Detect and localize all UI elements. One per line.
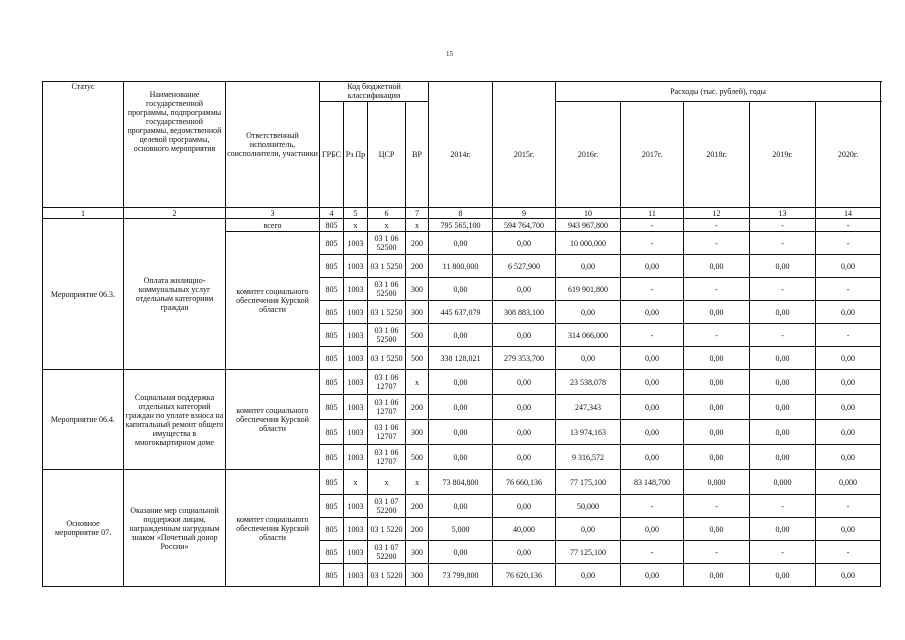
header-csr: ЦСР (368, 102, 406, 208)
cell-expense: 0,00 (493, 495, 556, 518)
cell-csr: 03 1 06 12707 (368, 370, 406, 395)
header-grbs: ГРБС (320, 102, 344, 208)
cell-expense: - (621, 541, 684, 564)
column-number: 13 (750, 208, 816, 219)
column-number: 9 (493, 208, 556, 219)
cell-expense: 0,00 (750, 395, 816, 420)
cell-rzpr: 1003 (344, 541, 368, 564)
header-year-2017: 2017г. (621, 102, 684, 208)
cell-expense: 0,00 (684, 518, 750, 541)
cell-grbs: 805 (320, 278, 344, 301)
cell-grbs: 805 (320, 564, 344, 587)
column-number: 7 (406, 208, 429, 219)
cell-expense: - (750, 278, 816, 301)
cell-grbs: 805 (320, 445, 344, 470)
row-status: Мероприятие 06.3. (43, 219, 124, 370)
cell-expense: - (621, 278, 684, 301)
cell-expense: 0,00 (493, 370, 556, 395)
cell-expense: 0,00 (816, 395, 881, 420)
cell-expense: 50,000 (556, 495, 621, 518)
cell-expense: - (621, 324, 684, 347)
cell-expense: 23 538,078 (556, 370, 621, 395)
header-blank-2015 (493, 82, 556, 102)
cell-grbs: 805 (320, 470, 344, 495)
cell-expense: 0,00 (429, 370, 493, 395)
cell-expense: - (684, 232, 750, 255)
table-body (43, 219, 881, 587)
cell-vr: х (406, 219, 429, 232)
cell-expense: 77 125,100 (556, 541, 621, 564)
cell-expense: - (816, 278, 881, 301)
row-name: Оплата жилищно-коммунальных услуг отдельным категориям граждан (124, 219, 226, 370)
row-executor: комитет социального обеспечения Курской области (226, 370, 320, 470)
cell-expense: 0,00 (816, 420, 881, 445)
cell-expense: 0,00 (816, 518, 881, 541)
cell-csr: 03 1 06 12707 (368, 445, 406, 470)
cell-expense: 0,00 (816, 370, 881, 395)
cell-rzpr: 1003 (344, 564, 368, 587)
cell-expense: - (684, 541, 750, 564)
cell-expense: 0,00 (621, 420, 684, 445)
column-number: 10 (556, 208, 621, 219)
cell-rzpr: х (344, 470, 368, 495)
header-year-2019: 2019г. (750, 102, 816, 208)
cell-expense: 40,000 (493, 518, 556, 541)
cell-expense: 795 565,100 (429, 219, 493, 232)
cell-vr: х (406, 370, 429, 395)
cell-expense: 338 128,021 (429, 347, 493, 370)
cell-expense: 0,00 (816, 301, 881, 324)
cell-csr: 03 1 07 52200 (368, 541, 406, 564)
cell-vr: 500 (406, 445, 429, 470)
cell-expense: 0,00 (621, 255, 684, 278)
column-number: 8 (429, 208, 493, 219)
column-number-row (43, 208, 881, 219)
cell-expense: 0,000 (816, 470, 881, 495)
cell-expense: 445 637,079 (429, 301, 493, 324)
column-number: 5 (344, 208, 368, 219)
column-number: 4 (320, 208, 344, 219)
cell-expense: - (816, 219, 881, 232)
cell-grbs: 805 (320, 301, 344, 324)
header-year-2016: 2016г. (556, 102, 621, 208)
cell-expense: - (750, 541, 816, 564)
cell-expense: 0,00 (621, 564, 684, 587)
cell-grbs: 805 (320, 370, 344, 395)
cell-expense: 279 353,700 (493, 347, 556, 370)
row-name: Оказание мер социальной поддержки лицам, награжденным нагрудным знаком «Почетный донор России» (124, 470, 226, 587)
row-status: Основное мероприятие 07. (43, 470, 124, 587)
cell-grbs: 805 (320, 495, 344, 518)
header-blank-2014 (429, 82, 493, 102)
cell-expense: 0,00 (429, 495, 493, 518)
cell-expense: 0,00 (429, 420, 493, 445)
cell-expense: 9 316,572 (556, 445, 621, 470)
cell-rzpr: 1003 (344, 518, 368, 541)
cell-rzpr: 1003 (344, 395, 368, 420)
cell-rzpr: 1003 (344, 255, 368, 278)
cell-expense: - (750, 495, 816, 518)
row-executor: комитет социального обеспечения Курской области (226, 470, 320, 587)
cell-expense: 0,00 (750, 445, 816, 470)
cell-expense: 0,000 (684, 470, 750, 495)
cell-expense: - (816, 541, 881, 564)
cell-csr: 03 1 5220 (368, 518, 406, 541)
cell-csr: 03 1 5250 (368, 255, 406, 278)
page-number: 15 (446, 50, 453, 58)
cell-expense: - (684, 278, 750, 301)
cell-vr: 300 (406, 278, 429, 301)
cell-vr: 300 (406, 564, 429, 587)
header-expenses-group: Расходы (тыс. рублей), годы (556, 82, 881, 102)
cell-expense: 619 901,800 (556, 278, 621, 301)
cell-csr: х (368, 470, 406, 495)
table-row (43, 470, 881, 495)
cell-expense: - (816, 232, 881, 255)
row-executor: комитет социального обеспечения Курской области (226, 232, 320, 370)
cell-csr: 03 1 07 52200 (368, 495, 406, 518)
cell-expense: - (684, 324, 750, 347)
cell-csr: 03 1 06 52500 (368, 278, 406, 301)
cell-vr: 300 (406, 541, 429, 564)
header-year-2018: 2018г. (684, 102, 750, 208)
cell-expense: 83 148,700 (621, 470, 684, 495)
header-row-1 (43, 82, 881, 102)
cell-grbs: 805 (320, 541, 344, 564)
header-year-2015: 2015г. (493, 102, 556, 208)
cell-expense: - (684, 495, 750, 518)
cell-grbs: 805 (320, 420, 344, 445)
header-vr: ВР (406, 102, 429, 208)
header-rzpr: Рз Пр (344, 102, 368, 208)
table-row (43, 370, 881, 395)
budget-table (42, 81, 881, 587)
cell-expense: 0,00 (621, 518, 684, 541)
cell-expense: 0,00 (493, 324, 556, 347)
cell-expense: 6 527,900 (493, 255, 556, 278)
cell-rzpr: 1003 (344, 495, 368, 518)
cell-expense: 10 000,000 (556, 232, 621, 255)
cell-expense: 0,000 (750, 470, 816, 495)
cell-expense: 0,00 (750, 518, 816, 541)
cell-expense: 0,00 (750, 255, 816, 278)
cell-expense: 943 967,800 (556, 219, 621, 232)
row-name: Социальная поддержка отдельных категорий граждан по уплате взноса на капитальный ремонт общего имущества в многоквартирном доме (124, 370, 226, 470)
cell-expense: 0,00 (750, 370, 816, 395)
cell-expense: 0,00 (816, 255, 881, 278)
cell-expense: 0,00 (684, 370, 750, 395)
cell-expense: 308 883,100 (493, 301, 556, 324)
cell-csr: 03 1 5220 (368, 564, 406, 587)
cell-expense: 594 764,700 (493, 219, 556, 232)
cell-grbs: 805 (320, 347, 344, 370)
cell-expense: 0,00 (493, 541, 556, 564)
cell-rzpr: 1003 (344, 324, 368, 347)
cell-grbs: 805 (320, 232, 344, 255)
cell-expense: 0,00 (429, 541, 493, 564)
cell-expense: 5,000 (429, 518, 493, 541)
cell-expense: 0,00 (621, 347, 684, 370)
header-year-2014: 2014г. (429, 102, 493, 208)
cell-expense: 0,00 (621, 301, 684, 324)
cell-expense: - (750, 232, 816, 255)
cell-grbs: 805 (320, 518, 344, 541)
header-name: Наименование государственной программы, подпрограммы государственной программы, ведомственной целевой программы, основного мероприятия (124, 82, 226, 208)
cell-vr: 200 (406, 232, 429, 255)
cell-rzpr: 1003 (344, 278, 368, 301)
cell-expense: 0,00 (621, 370, 684, 395)
cell-vr: 200 (406, 255, 429, 278)
cell-expense: 314 066,000 (556, 324, 621, 347)
cell-csr: х (368, 219, 406, 232)
cell-rzpr: 1003 (344, 420, 368, 445)
cell-expense: 13 974,163 (556, 420, 621, 445)
header-executor: Ответственный исполнитель, соисполнители, участники (226, 82, 320, 208)
cell-expense: 0,00 (750, 420, 816, 445)
cell-expense: 0,00 (493, 445, 556, 470)
cell-vr: 500 (406, 324, 429, 347)
cell-expense: 0,00 (493, 420, 556, 445)
column-number: 6 (368, 208, 406, 219)
cell-csr: 03 1 5250 (368, 347, 406, 370)
cell-csr: 03 1 06 52500 (368, 232, 406, 255)
cell-expense: 0,00 (684, 301, 750, 324)
cell-expense: - (621, 495, 684, 518)
column-number: 14 (816, 208, 881, 219)
cell-vr: х (406, 470, 429, 495)
cell-expense: 0,00 (684, 395, 750, 420)
cell-expense: 77 175,100 (556, 470, 621, 495)
column-number: 1 (43, 208, 124, 219)
table-row (43, 219, 881, 232)
cell-grbs: 805 (320, 324, 344, 347)
cell-vr: 500 (406, 347, 429, 370)
cell-grbs: 805 (320, 395, 344, 420)
cell-expense: - (816, 324, 881, 347)
header-status: Статус (43, 82, 124, 208)
cell-expense: 0,00 (556, 347, 621, 370)
column-number: 12 (684, 208, 750, 219)
header-year-2020: 2020г. (816, 102, 881, 208)
cell-expense: 0,00 (621, 445, 684, 470)
cell-expense: 0,00 (684, 255, 750, 278)
cell-vr: 200 (406, 518, 429, 541)
cell-expense: 0,00 (429, 232, 493, 255)
cell-expense: - (684, 219, 750, 232)
row-executor: всего (226, 219, 320, 232)
cell-expense: 76 620,136 (493, 564, 556, 587)
cell-expense: 0,00 (816, 445, 881, 470)
cell-expense: 0,00 (750, 301, 816, 324)
cell-vr: 200 (406, 395, 429, 420)
cell-expense: 0,00 (816, 564, 881, 587)
cell-expense: - (750, 324, 816, 347)
cell-expense: 247,343 (556, 395, 621, 420)
cell-expense: 73 804,800 (429, 470, 493, 495)
cell-expense: 0,00 (684, 347, 750, 370)
cell-expense: 0,00 (493, 395, 556, 420)
cell-csr: 03 1 06 12707 (368, 395, 406, 420)
cell-csr: 03 1 5250 (368, 301, 406, 324)
cell-expense: 0,00 (684, 564, 750, 587)
cell-expense: 0,00 (816, 347, 881, 370)
cell-csr: 03 1 06 52500 (368, 324, 406, 347)
cell-expense: 0,00 (684, 420, 750, 445)
cell-expense: 76 660,136 (493, 470, 556, 495)
cell-expense: 0,00 (556, 301, 621, 324)
cell-expense: 0,00 (429, 324, 493, 347)
cell-expense: - (750, 219, 816, 232)
cell-expense: 0,00 (556, 564, 621, 587)
cell-expense: 0,00 (556, 518, 621, 541)
cell-rzpr: 1003 (344, 347, 368, 370)
cell-rzpr: 1003 (344, 301, 368, 324)
cell-expense: 73 799,800 (429, 564, 493, 587)
cell-expense: 0,00 (556, 255, 621, 278)
cell-expense: - (816, 495, 881, 518)
cell-rzpr: х (344, 219, 368, 232)
column-number: 3 (226, 208, 320, 219)
cell-rzpr: 1003 (344, 370, 368, 395)
column-number: 11 (621, 208, 684, 219)
cell-expense: 11 800,000 (429, 255, 493, 278)
cell-expense: 0,00 (429, 278, 493, 301)
cell-grbs: 805 (320, 255, 344, 278)
header-code-group: Код бюджетной классификации (320, 82, 429, 102)
cell-expense: 0,00 (493, 278, 556, 301)
column-number: 2 (124, 208, 226, 219)
cell-csr: 03 1 06 12707 (368, 420, 406, 445)
cell-expense: - (621, 232, 684, 255)
cell-rzpr: 1003 (344, 232, 368, 255)
cell-grbs: 805 (320, 219, 344, 232)
cell-expense: 0,00 (429, 445, 493, 470)
cell-vr: 300 (406, 301, 429, 324)
cell-expense: - (621, 219, 684, 232)
cell-expense: 0,00 (684, 445, 750, 470)
cell-expense: 0,00 (621, 395, 684, 420)
cell-rzpr: 1003 (344, 445, 368, 470)
cell-expense: 0,00 (750, 564, 816, 587)
cell-expense: 0,00 (750, 347, 816, 370)
cell-vr: 300 (406, 420, 429, 445)
cell-expense: 0,00 (429, 395, 493, 420)
cell-vr: 200 (406, 495, 429, 518)
row-status: Мероприятие 06.4. (43, 370, 124, 470)
cell-expense: 0,00 (493, 232, 556, 255)
